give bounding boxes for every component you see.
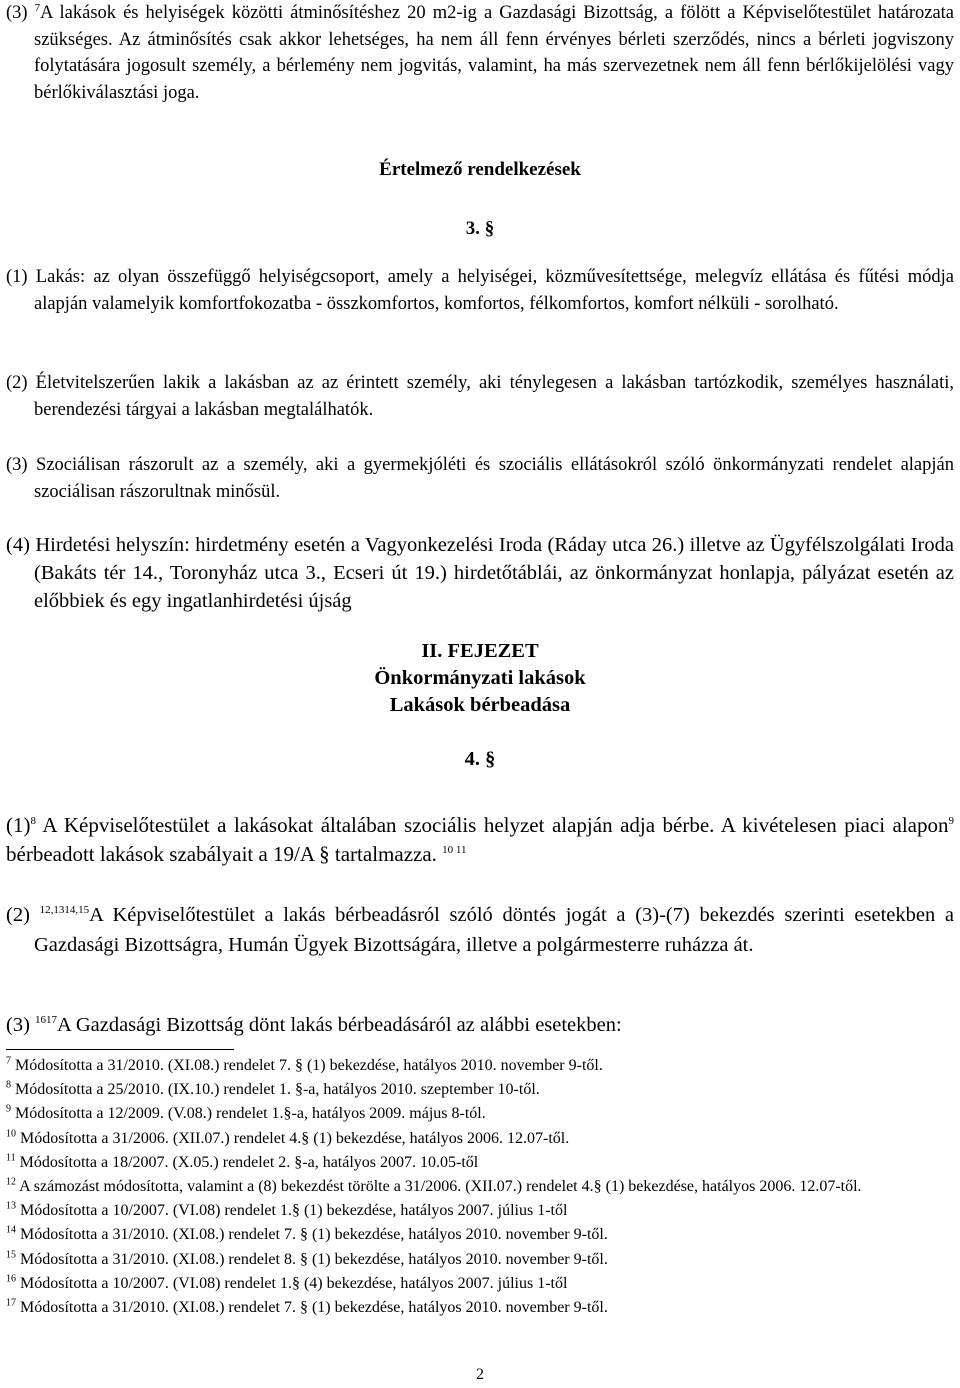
footnote-text: Módosította a 18/2007. (X.05.) rendelet 2. §-a, hatályos 2007. 10.05-től xyxy=(19,1153,479,1171)
footnote-number: 15 xyxy=(6,1249,16,1261)
footnote-text: Módosította a 31/2010. (XI.08.) rendelet 8. § (1) bekezdése, hatályos 2010. november 9-től. xyxy=(20,1250,608,1268)
footnote-text: Módosította a 10/2007. (VI.08) rendelet 1.§ (1) bekezdése, hatályos 2007. július 1-től xyxy=(20,1202,568,1220)
footnote-number: 7 xyxy=(6,1055,11,1067)
paragraph-number: (1) xyxy=(6,813,31,837)
footnote-ref: 8 xyxy=(30,815,36,827)
footnote xyxy=(6,1223,954,1247)
footnote-text: Módosította a 31/2010. (XI.08.) rendelet 7. § (1) bekezdése, hatályos 2010. november 9-től. xyxy=(20,1299,608,1317)
footnote-number: 11 xyxy=(6,1152,16,1164)
footnote-separator xyxy=(6,1049,234,1050)
footnote-text: Módosította a 31/2010. (XI.08.) rendelet 7. § (1) bekezdése, hatályos 2010. november 9-től. xyxy=(20,1226,608,1244)
section-number-4: 4. § xyxy=(464,748,496,770)
footnote-number: 10 xyxy=(6,1128,16,1140)
paragraph-text: A Gazdasági Bizottság dönt lakás bérbeadásáról az alábbi esetekben: xyxy=(57,1014,622,1036)
paragraph-3-reclassification xyxy=(6,0,954,106)
footnote-ref: 12,1314,15 xyxy=(39,904,90,917)
footnote-number: 14 xyxy=(6,1225,16,1237)
footnotes xyxy=(6,1054,954,1320)
footnote-ref: 1617 xyxy=(35,1014,58,1027)
footnote-text: Módosította a 31/2006. (XII.07.) rendelet 4.§ (1) bekezdése, hatályos 2006. 12.07-től. xyxy=(20,1129,570,1147)
definition-3 xyxy=(6,452,954,505)
footnote-ref: 9 xyxy=(948,815,954,827)
footnote-ref: 7 xyxy=(34,1,41,14)
definition-text: (4) Hirdetési helyszín: hirdetmény esetén a Vagyonkezelési Iroda (Ráday utca 26.) illetve az Ügyfélszolgálati Iroda (Bakáts tér 14., Toronyház utca 3., Ecseri út 19.) hirdetőtáblái, az önkormányzat honlapja, pályázat esetén az előbbiek és egy ingatlanhirdetési újság xyxy=(6,534,954,612)
footnote xyxy=(6,1272,954,1296)
footnote xyxy=(6,1199,954,1223)
paragraph-text: A lakások és helyiségek közötti átminősítéshez 20 m2-ig a Gazdasági Bizottság, a fölött a Képviselőtestület határozata szükséges. Az átminősítés csak akkor lehetséges, ha nem áll fenn érvényes bérleti szerződés, nincs a bérleti jogviszony folytatására jogosult személy, a bérlemény nem jogvitás, valamint, ha más szervezetnek nem áll fenn bérlőkijelölési vagy bérlőkiválasztási joga. xyxy=(34,3,955,103)
chapter-title: Önkormányzati lakások xyxy=(374,667,586,689)
definition-text: (3) Szociálisan rászorult az a személy, aki a gyermekjóléti és szociális ellátásokról szóló önkormányzati rendelet alapján szociálisan rászorultnak minősül. xyxy=(6,455,954,502)
section-heading-definitions: Értelmező rendelkezések xyxy=(379,159,581,180)
page-number: 2 xyxy=(476,1366,484,1383)
footnote xyxy=(6,1151,954,1175)
definition-text: (2) Életvitelszerűen lakik a lakásban az az érintett személy, aki ténylegesen a lakásban tartózkodik, személyes használati, berendezési tárgyai a lakásban megtalálhatók. xyxy=(6,373,954,420)
footnote xyxy=(6,1175,954,1199)
section-4-paragraph-3 xyxy=(6,1011,954,1039)
footnote-number: 16 xyxy=(6,1273,16,1285)
footnote-text: Módosította a 25/2010. (IX.10.) rendelet 1. §-a, hatályos 2010. szeptember 10-től. xyxy=(15,1081,540,1099)
paragraph-text: A Képviselőtestület a lakás bérbeadásról szóló döntés jogát a (3)-(7) bekezdés szerinti esetekben a Gazdasági Bizottságra, Humán Ügyek Bizottságára, illetve a polgármesterre ruházza át. xyxy=(34,904,955,956)
footnote-ref: 10 11 xyxy=(442,844,467,856)
paragraph-number: (3) xyxy=(6,3,28,23)
footnote-number: 12 xyxy=(6,1176,16,1188)
footnote-text: Módosította a 31/2010. (XI.08.) rendelet 7. § (1) bekezdése, hatályos 2010. november 9-től. xyxy=(15,1057,603,1074)
chapter-subtitle: Lakások bérbeadása xyxy=(389,694,571,716)
footnote xyxy=(6,1102,954,1126)
footnote xyxy=(6,1296,954,1320)
paragraph-text: A Képviselőtestület a lakásokat általában szociális helyzet alapján adja bérbe. A kivételesen piaci alapon xyxy=(36,813,949,837)
section-4-paragraph-2 xyxy=(6,900,954,960)
definition-2 xyxy=(6,370,954,423)
definition-text: (1) Lakás: az olyan összefüggő helyiségcsoport, amely a helyiségei, közművesítettsége, melegvíz ellátása és fűtési módja alapján valamelyik komfortfokozatba - összkomfortos, komfortos, félkomfortos, komfort nélküli - sorolható. xyxy=(6,267,954,314)
definition-1 xyxy=(6,264,954,317)
footnote-text: Módosította a 10/2007. (VI.08) rendelet 1.§ (4) bekezdése, hatályos 2007. július 1-től xyxy=(20,1274,568,1292)
footnote-number: 9 xyxy=(6,1104,11,1116)
footnote-number: 8 xyxy=(6,1079,11,1091)
footnote-text: A számozást módosította, valamint a (8) bekezdést törölte a 31/2006. (XII.07.) rendelet 4.§ (1) bekezdése, hatályos 2006. 12.07-től. xyxy=(19,1178,862,1196)
footnote xyxy=(6,1127,954,1151)
paragraph-number: (3) xyxy=(6,1014,30,1036)
chapter-number: II. FEJEZET xyxy=(421,640,539,662)
paragraph-number: (2) xyxy=(6,904,30,926)
footnote-number: 13 xyxy=(6,1200,16,1212)
paragraph-text: bérbeadott lakások szabályait a 19/A § tartalmazza. xyxy=(6,842,437,866)
footnote xyxy=(6,1078,954,1102)
footnote-text: Módosította a 12/2009. (V.08.) rendelet 1.§-a, hatályos 2009. május 8-tól. xyxy=(15,1105,486,1123)
footnote xyxy=(6,1054,954,1078)
definition-4 xyxy=(6,531,954,615)
footnote-number: 17 xyxy=(6,1297,16,1309)
section-4-paragraph-1 xyxy=(6,811,954,869)
footnote xyxy=(6,1248,954,1272)
section-number-3: 3. § xyxy=(465,218,495,239)
